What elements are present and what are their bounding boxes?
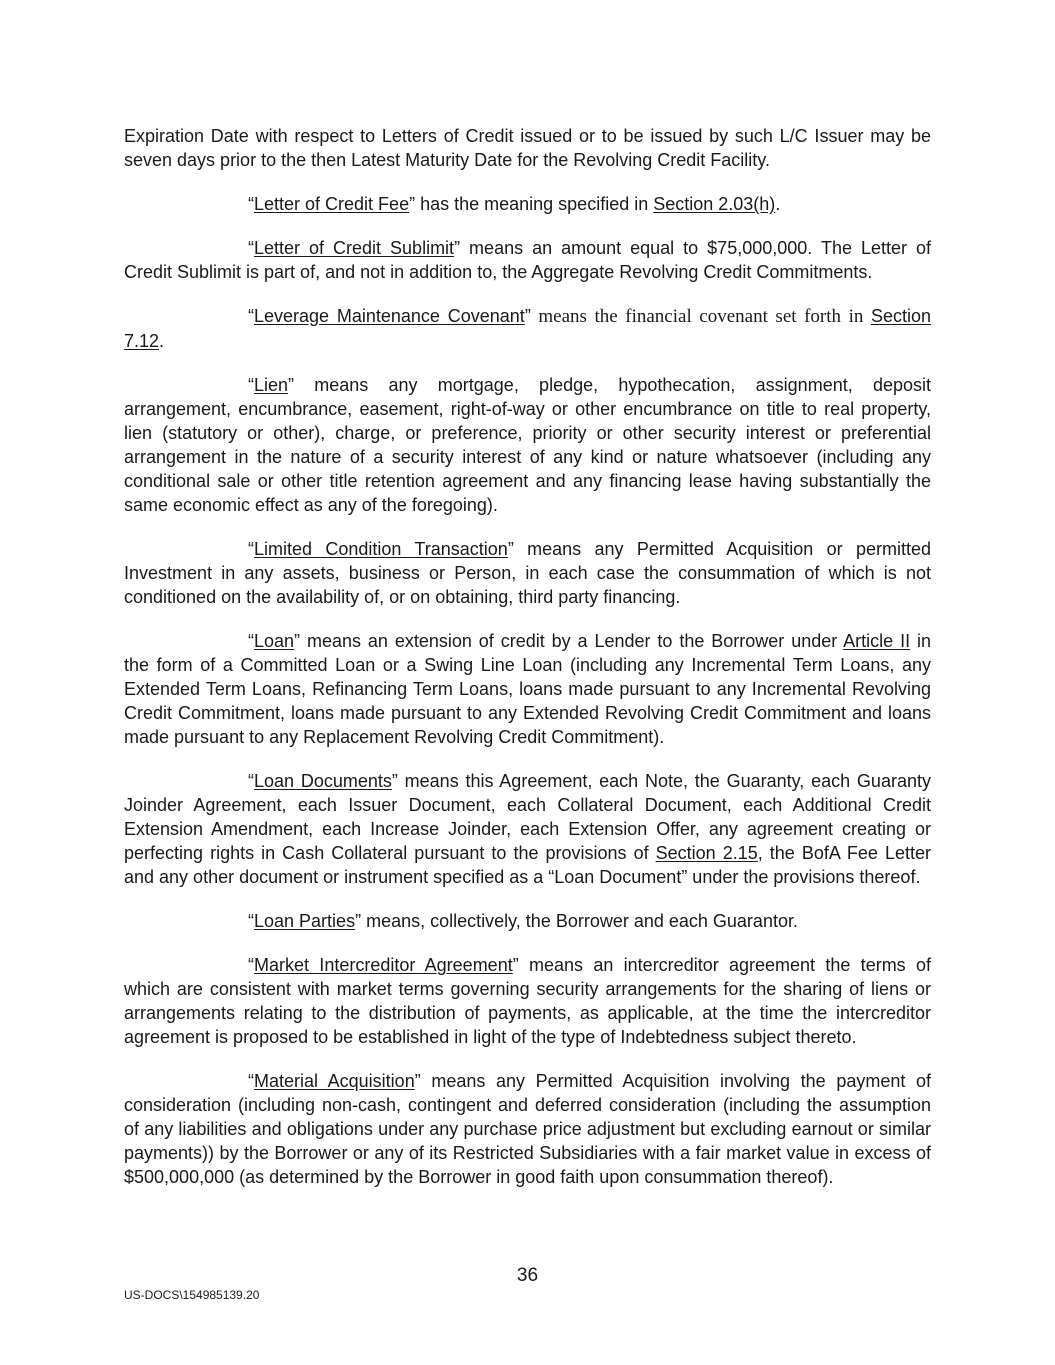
- defined-term: Material Acquisition: [254, 1071, 415, 1091]
- definition-material-acquisition: “Material Acquisition” means any Permitted Acquisition involving the payment of consideration (including non-cash, contingent and deferred consideration (including the assumption of any liabilities and obligations under any purchase price adjustment but excluding earnout or similar payments)) by the Borrower or any of its Restricted Subsidiaries with a fair market value in excess of $500,000,000 (as determined by the Borrower in good faith upon consummation thereof).: [124, 1071, 932, 1187]
- definition-limited-condition-transaction: “Limited Condition Transaction” means any Permitted Acquisition or permitted Investment in any assets, business or Person, in each case the consummation of which is not conditioned on the availability of, or on obtaining, third party financing.: [124, 539, 931, 607]
- defined-term: Lien: [254, 375, 289, 395]
- definition-text: means an intercreditor agreement the terms of which are consistent with market terms governing security arrangements for the sharing of liens or arrangements relating to the distribution of payments, as applicable, at the time the intercreditor agreement is proposed to be established in light of the type of Indebtedness subject thereto.: [124, 955, 931, 1047]
- definition-loan-documents: “Loan Documents” means this Agreement, each Note, the Guaranty, each Guaranty Joinder Agreement, each Issuer Document, each Collateral Document, each Additional Credit Extension Amendment, each Increase Joinder, each Extension Offer, any agreement creating or perfecting rights in Cash Collateral pursuant to the provisions of Section 2.15, the BofA Fee Letter and any other document or instrument specified as a “Loan Document” under the provisions thereof.: [124, 771, 931, 887]
- document-body: [124, 124, 931, 1189]
- definition-text: has the meaning specified in: [415, 194, 654, 214]
- definition-tail: in the form of a Committed Loan or a Swing Line Loan (including any Incremental Term Loans, any Extended Term Loans, Refinancing Term Loans, loans made pursuant to any Incremental Revolving Credit Commitment, loans made pursuant to any Extended Revolving Credit Commitment and loans made pursuant to any Replacement Revolving Credit Commitment).: [124, 631, 931, 747]
- document-id: US-DOCS\154985139.20: [124, 1288, 260, 1302]
- defined-term: Limited Condition Transaction: [254, 539, 508, 559]
- definition-tail: , the BofA Fee Letter and any other document or instrument specified as a “Loan Document” under the provisions thereof.: [124, 843, 931, 887]
- defined-term: Loan Documents: [254, 771, 392, 791]
- definition-text: means, collectively, the Borrower and each Guarantor.: [361, 911, 798, 931]
- article-reference: Article II: [843, 631, 911, 651]
- definition-text: means any Permitted Acquisition involving the payment of consideration (including non-cash, contingent and deferred consideration (including the assumption of any liabilities and obligations under any purchase price adjustment but excluding earnout or similar payments)) by the Borrower or any of its Restricted Subsidiaries with a fair market value in excess of $500,000,000 (as determined by the Borrower in good faith upon consummation thereof).: [124, 1071, 932, 1187]
- defined-term: Market Intercreditor Agreement: [254, 955, 513, 975]
- defined-term: Loan Parties: [254, 911, 356, 931]
- definition-loan-parties: “Loan Parties” means, collectively, the Borrower and each Guarantor.: [248, 911, 798, 931]
- defined-term: Letter of Credit Fee: [254, 194, 410, 214]
- definition-text: means any mortgage, pledge, hypothecation, assignment, deposit arrangement, encumbrance, easement, right-of-way or other encumbrance on title to real property, lien (statutory or other), charge, or preference, priority or other security interest or preferential arrangement in the nature of a security interest of any kind or nature whatsoever (including any conditional sale or other title retention agreement and any financing lease having substantially the same economic effect as any of the foregoing).: [124, 375, 931, 515]
- definition-text: means the financial covenant set forth in: [530, 306, 871, 327]
- defined-term: Leverage Maintenance Covenant: [254, 306, 525, 326]
- intro-paragraph: Expiration Date with respect to Letters of Credit issued or to be issued by such L/C Issuer may be seven days prior to the then Latest Maturity Date for the Revolving Credit Facility.: [124, 126, 931, 170]
- definition-lien: “Lien” means any mortgage, pledge, hypothecation, assignment, deposit arrangement, encumbrance, easement, right-of-way or other encumbrance on title to real property, lien (statutory or other), charge, or preference, priority or other security interest or preferential arrangement in the nature of a security interest of any kind or nature whatsoever (including any conditional sale or other title retention agreement and any financing lease having substantially the same economic effect as any of the foregoing).: [124, 375, 931, 515]
- definition-letter-of-credit-fee: “Letter of Credit Fee” has the meaning specified in Section 2.03(h).: [248, 194, 781, 214]
- definition-text: means an amount equal to $75,000,000. The Letter of Credit Sublimit is part of, and not in addition to, the Aggregate Revolving Credit Commitments.: [124, 238, 931, 282]
- section-reference: Section 2.15: [655, 843, 758, 863]
- definition-text: means this Agreement, each Note, the Guaranty, each Guaranty Joinder Agreement, each Issuer Document, each Collateral Document, each Additional Credit Extension Amendment, each Increase Joinder, each Extension Offer, any agreement creating or perfecting rights in Cash Collateral pursuant to the provisions of: [124, 771, 931, 863]
- definition-tail: .: [775, 194, 781, 214]
- definition-leverage-maintenance-covenant: “Leverage Maintenance Covenant” means the financial covenant set forth in Section 7.12.: [124, 306, 931, 351]
- section-reference: Section 7.12: [124, 306, 931, 351]
- defined-term: Letter of Credit Sublimit: [254, 238, 455, 258]
- section-reference: Section 2.03(h): [653, 194, 776, 214]
- defined-term: Loan: [254, 631, 295, 651]
- definition-market-intercreditor-agreement: “Market Intercreditor Agreement” means an intercreditor agreement the terms of which are consistent with market terms governing security arrangements for the sharing of liens or arrangements relating to the distribution of payments, as applicable, at the time the intercreditor agreement is proposed to be established in light of the type of Indebtedness subject thereto.: [124, 955, 931, 1047]
- definition-letter-of-credit-sublimit: “Letter of Credit Sublimit” means an amount equal to $75,000,000. The Letter of Credit Sublimit is part of, and not in addition to, the Aggregate Revolving Credit Commitments.: [124, 238, 931, 282]
- definition-text: means any Permitted Acquisition or permitted Investment in any assets, business or Person, in each case the consummation of which is not conditioned on the availability of, or on obtaining, third party financing.: [124, 539, 931, 607]
- definition-tail: .: [159, 331, 165, 351]
- page-number: 36: [516, 1265, 539, 1286]
- definition-text: means an extension of credit by a Lender to the Borrower under: [300, 631, 844, 651]
- definition-loan: “Loan” means an extension of credit by a Lender to the Borrower under Article II in the form of a Committed Loan or a Swing Line Loan (including any Incremental Term Loans, any Extended Term Loans, Refinancing Term Loans, loans made pursuant to any Incremental Revolving Credit Commitment, loans made pursuant to any Extended Revolving Credit Commitment and loans made pursuant to any Replacement Revolving Credit Commitment).: [124, 631, 931, 747]
